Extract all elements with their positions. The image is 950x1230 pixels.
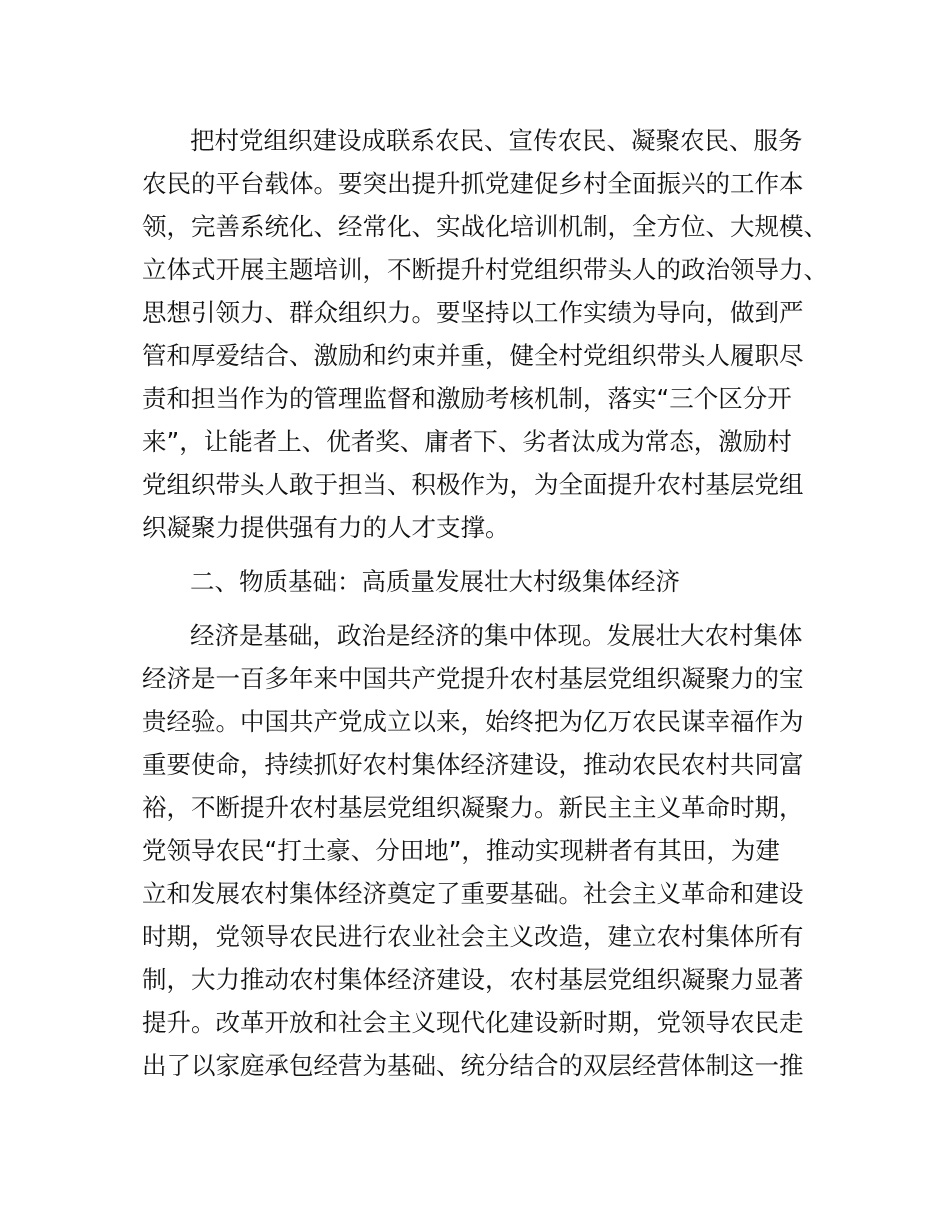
paragraph-2-line-7: 立和发展农村集体经济奠定了重要基础。社会主义革命和建设	[142, 879, 804, 908]
paragraph-2-line-4: 重要使命，持续抓好农村集体经济建设，推动农民农村共同富	[142, 750, 804, 779]
paragraph-2-line-5: 裕，不断提升农村基层党组织凝聚力。新民主主义革命时期，	[142, 793, 804, 822]
paragraph-2-line-6: 党领导农民“打土豪、分田地”，推动实现耕者有其田，为建	[142, 836, 780, 865]
paragraph-1-line-9: 党组织带头人敢于担当、积极作为，为全面提升农村基层党组	[142, 470, 804, 499]
paragraph-1-line-7: 责和担当作为的管理监督和激励考核机制，落实“三个区分开	[142, 384, 792, 413]
paragraph-1-line-4: 立体式开展主题培训，不断提升村党组织带头人的政治领导力、	[142, 255, 828, 284]
section-heading: 二、物质基础：高质量发展壮大村级集体经济	[190, 567, 680, 596]
paragraph-1-line-6: 管和厚爱结合、激励和约束并重，健全村党组织带头人履职尽	[142, 341, 804, 370]
paragraph-1-line-5: 思想引领力、群众组织力。要坚持以工作实绩为导向，做到严	[142, 298, 804, 327]
paragraph-2-line-10: 提升。改革开放和社会主义现代化建设新时期，党领导农民走	[142, 1008, 804, 1037]
paragraph-2-line-9: 制，大力推动农村集体经济建设，农村基层党组织凝聚力显著	[142, 965, 804, 994]
paragraph-1-line-1: 把村党组织建设成联系农民、宣传农民、凝聚农民、服务	[190, 126, 803, 155]
paragraph-2-line-1: 经济是基础，政治是经济的集中体现。发展壮大农村集体	[190, 621, 803, 650]
paragraph-1-line-10: 织凝聚力提供强有力的人才支撑。	[142, 513, 510, 542]
paragraph-2-line-3: 贵经验。中国共产党成立以来，始终把为亿万农民谋幸福作为	[142, 707, 804, 736]
paragraph-2-line-8: 时期，党领导农民进行农业社会主义改造，建立农村集体所有	[142, 922, 804, 951]
paragraph-1-line-3: 领，完善系统化、经常化、实战化培训机制，全方位、大规模、	[142, 212, 828, 241]
paragraph-1-line-2: 农民的平台载体。要突出提升抓党建促乡村全面振兴的工作本	[142, 169, 804, 198]
paragraph-1-line-8: 来”，让能者上、优者奖、庸者下、劣者汰成为常态，激励村	[142, 427, 792, 456]
paragraph-2-line-2: 经济是一百多年来中国共产党提升农村基层党组织凝聚力的宝	[142, 664, 804, 693]
paragraph-2-line-11: 出了以家庭承包经营为基础、统分结合的双层经营体制这一推	[142, 1051, 804, 1080]
